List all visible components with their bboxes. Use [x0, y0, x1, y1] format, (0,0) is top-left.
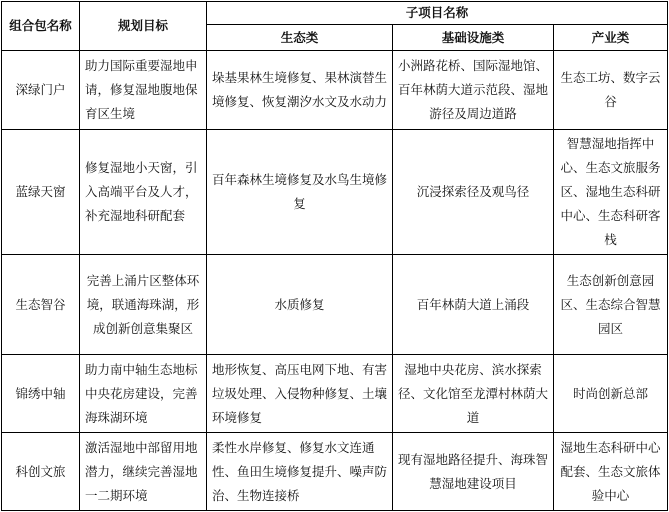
cell-infrastructure: 现有湿地路径提升、海珠智慧湿地建设项目	[393, 433, 554, 511]
header-sub-projects: 子项目名称	[207, 2, 668, 25]
header-infrastructure: 基础设施类	[393, 25, 554, 51]
table-row	[2, 51, 668, 130]
cell-infrastructure: 百年林荫大道上涌段	[393, 255, 554, 355]
cell-name: 蓝绿天窗	[2, 130, 80, 255]
cell-infrastructure: 小洲路花桥、国际湿地馆、百年林荫大道示范段、湿地游径及周边道路	[393, 51, 554, 130]
header-group-name: 组合包名称	[2, 2, 80, 51]
cell-infrastructure: 湿地中央花房、滨水探索径、文化馆至龙潭村林荫大道	[393, 355, 554, 433]
cell-name: 锦绣中轴	[2, 355, 80, 433]
cell-industry: 智慧湿地指挥中心、生态文旅服务区、湿地生态科研中心、生态科研客栈	[554, 130, 668, 255]
project-table	[1, 1, 668, 511]
header-goal: 规划目标	[80, 2, 207, 51]
cell-name: 深绿门户	[2, 51, 80, 130]
cell-ecological: 柔性水岸修复、修复水文连通性、鱼田生境修复提升、噪声防治、生物连接桥	[207, 433, 393, 511]
cell-ecological: 百年森林生境修复及水鸟生境修复	[207, 130, 393, 255]
cell-goal: 完善上涌片区整体环境，联通海珠湖，形成创新创意集聚区	[80, 255, 207, 355]
cell-industry: 时尚创新总部	[554, 355, 668, 433]
cell-goal: 助力国际重要湿地申请，修复湿地腹地保育区生境	[80, 51, 207, 130]
cell-goal: 修复湿地小天窗，引入高端平台及人才，补充湿地科研配套	[80, 130, 207, 255]
cell-ecological: 水质修复	[207, 255, 393, 355]
cell-goal: 激活湿地中部留用地潜力，继续完善湿地一二期环境	[80, 433, 207, 511]
table-row	[2, 130, 668, 255]
table-row	[2, 433, 668, 511]
cell-industry: 生态创新创意园区、生态综合智慧园区	[554, 255, 668, 355]
cell-ecological: 垛基果林生境修复、果林演替生境修复、恢复潮汐水文及水动力	[207, 51, 393, 130]
cell-industry: 湿地生态科研中心配套、生态文旅体验中心	[554, 433, 668, 511]
cell-goal: 助力南中轴生态地标中央花房建设，完善海珠湖环境	[80, 355, 207, 433]
table-row	[2, 255, 668, 355]
cell-infrastructure: 沉浸探索径及观鸟径	[393, 130, 554, 255]
table-row	[2, 355, 668, 433]
cell-industry: 生态工坊、数字云谷	[554, 51, 668, 130]
cell-name: 生态智谷	[2, 255, 80, 355]
cell-name: 科创文旅	[2, 433, 80, 511]
header-ecological: 生态类	[207, 25, 393, 51]
cell-ecological: 地形恢复、高压电网下地、有害垃圾处理、入侵物种修复、土壤环境修复	[207, 355, 393, 433]
header-industry: 产业类	[554, 25, 668, 51]
